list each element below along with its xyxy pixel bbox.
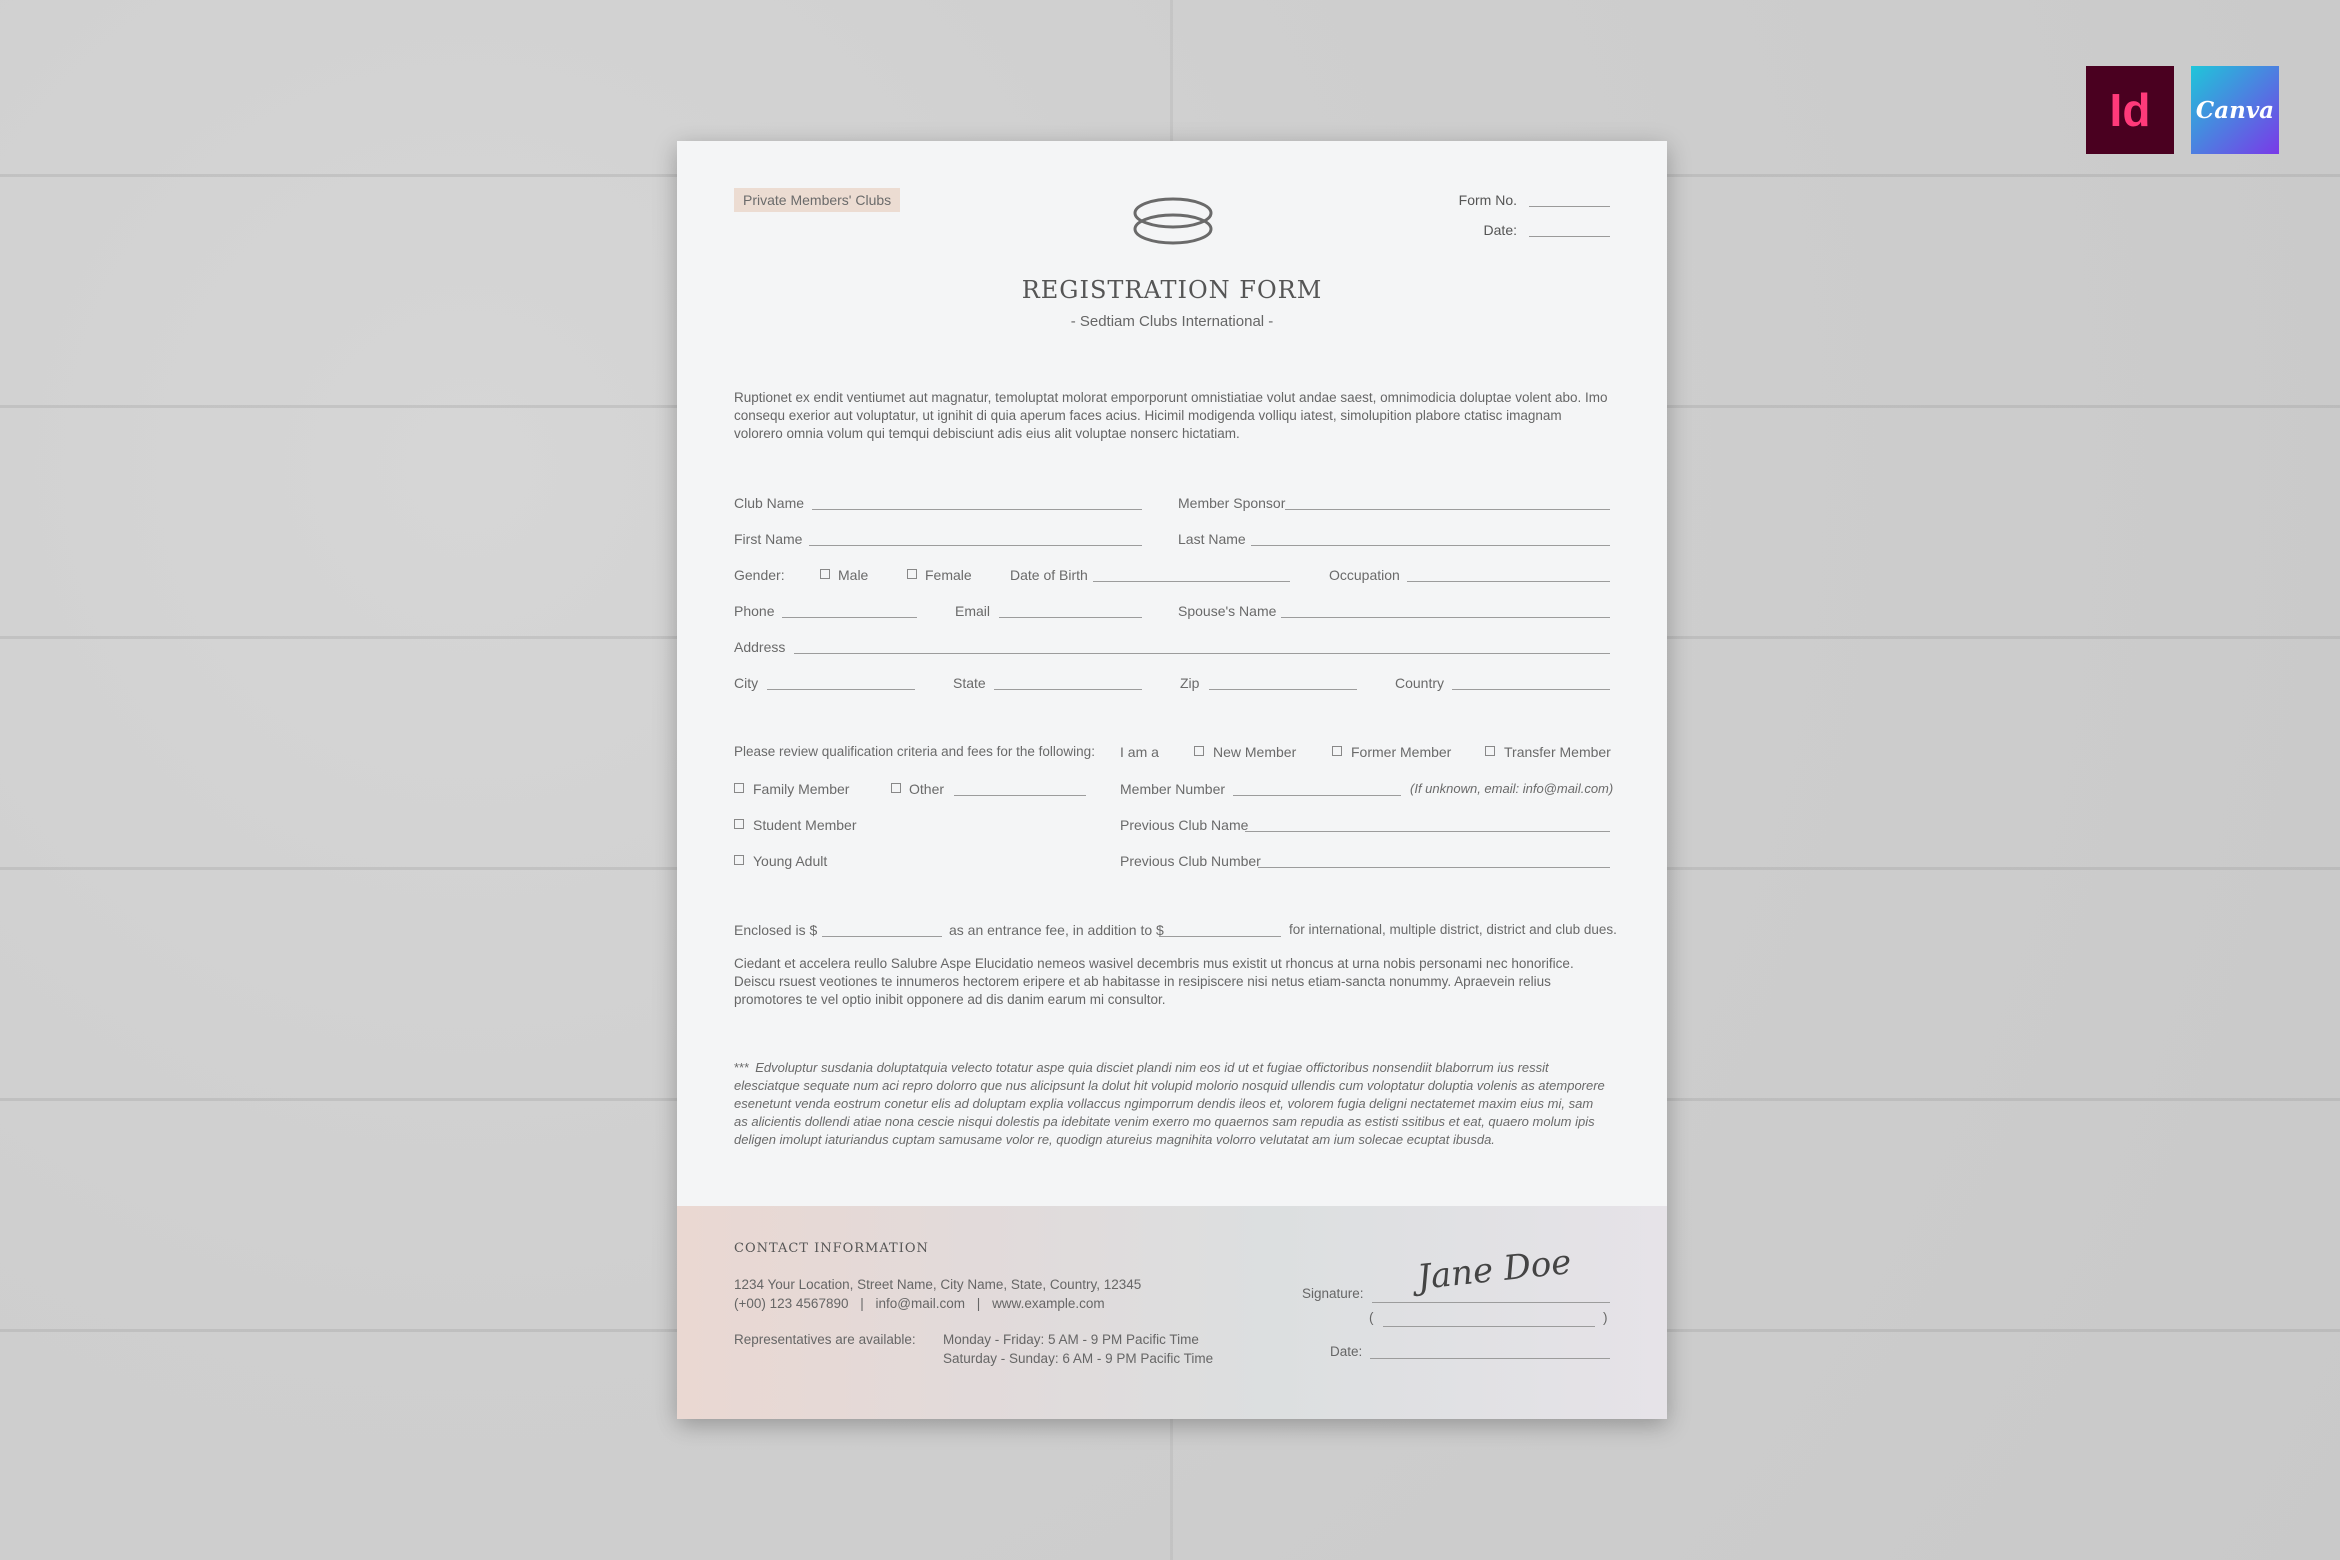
student-member-label: Student Member [753, 817, 857, 833]
terms-paragraph: Ciedant et accelera reullo Salubre Aspe Elucidatio nemeos wasivel decembris mus existit ut rhoncus at urna nobis personami nec honorifice. Deiscu rsuest veotiones te innumeros hectorem eripere et ab habitasse in resipiscere nisi netus etiam-sancta nonummy. Apraevein relius promotores te vel optio inibit opponere ad dis danim earum mi consultor. [734, 956, 1574, 1007]
contact-footer [677, 1206, 1667, 1419]
fine-print-note [734, 1059, 1610, 1149]
young-adult-label: Young Adult [753, 853, 828, 869]
intro-paragraph: Ruptionet ex endit ventiumet aut magnatur, temoluptat molorat emporporunt omnistiatiae volut andae saest, omnimodicia doluptae volent abo. Imo consequ exerior aut voluptatur, ut ignihit di quia aperum faces acius. Hicimil modigenda volliqu iatest, simolupition plabore ctatisc imagnam volorero omnia volum qui temqui debisciunt adis eius alit voluptae nonserc hictatiam. [734, 390, 1608, 441]
paren-open: ( [1369, 1310, 1374, 1325]
club-tag: Private Members' Clubs [734, 188, 900, 212]
qualification-prompt: Please review qualification criteria and fees for the following: [734, 744, 1095, 759]
address-label: Address [734, 639, 786, 655]
new-member-checkbox[interactable] [1194, 746, 1204, 756]
reps-label: Representatives are available: [734, 1332, 916, 1347]
dob-field[interactable] [1093, 581, 1290, 582]
footer-date-label: Date: [1330, 1344, 1363, 1359]
contact-website[interactable]: www.example.com [992, 1296, 1105, 1311]
canva-label: Canva [2195, 96, 2275, 124]
hours-weekday: Monday - Friday: 5 AM - 9 PM Pacific Time [943, 1332, 1199, 1347]
last-name-label: Last Name [1178, 531, 1246, 547]
member-sponsor-field[interactable] [1285, 509, 1610, 510]
canva-badge-icon [2191, 66, 2279, 154]
young-adult-checkbox[interactable] [734, 855, 744, 865]
state-label: State [953, 675, 986, 691]
printed-name-field[interactable] [1383, 1326, 1595, 1327]
signature-label: Signature: [1302, 1286, 1364, 1301]
other-checkbox[interactable] [891, 783, 901, 793]
form-subtitle: - Sedtiam Clubs International - [1070, 313, 1274, 330]
contact-title: CONTACT INFORMATION [734, 1241, 929, 1256]
country-field[interactable] [1452, 689, 1610, 690]
form-title: REGISTRATION FORM [1021, 276, 1323, 304]
first-name-label: First Name [734, 531, 803, 547]
new-member-label: New Member [1213, 744, 1297, 760]
other-field[interactable] [954, 795, 1086, 796]
family-member-checkbox[interactable] [734, 783, 744, 793]
note-text: Edvoluptur susdania doluptatquia velecto totatur aspe quia disciet plandi nim eos id ut et fugiae offictoribus nonsendiit blaborrum ius ressit elesciatque sequate num aci repro dolorro que nus alicipsunt la dolut hit volupid molorio nosquid ullendis cum voloptatur doluptia volenis as atemporere esenetunt venda eostrum conetur elis ad doluptam explia vollaccus ngimporrum dendis ileos et, volorem fugia deligni nectatemet maxim eius mi, sam as alicientis dollendi atiae nona cescie nisqui dolestis pa idebitate venim exerro mo quaernos sam repudia as estisti ssitibus et eat, quaero molum ipis deligen imolupt iaturiandus cuptam samusame volor re, quodign atureius magnihita volorro velutatat am ium solecae ecuptat ibusda. [734, 1060, 1605, 1147]
separator: | [976, 1296, 981, 1311]
student-member-checkbox[interactable] [734, 819, 744, 829]
separator: | [860, 1296, 864, 1311]
family-member-label: Family Member [753, 781, 850, 797]
contact-phone: (+00) 123 4567890 [734, 1296, 849, 1311]
enclosed-amount-field[interactable] [822, 936, 942, 937]
address-field[interactable] [794, 653, 1610, 654]
club-name-label: Club Name [734, 495, 805, 511]
previous-club-name-field[interactable] [1245, 831, 1610, 832]
indesign-badge-icon [2086, 66, 2174, 154]
zip-label: Zip [1180, 675, 1200, 691]
email-field[interactable] [999, 617, 1142, 618]
transfer-member-label: Transfer Member [1504, 744, 1611, 760]
member-number-note: (If unknown, email: info@mail.com) [1410, 781, 1614, 796]
indesign-label: Id [2109, 84, 2151, 136]
occupation-field[interactable] [1407, 581, 1610, 582]
male-label: Male [838, 567, 869, 583]
spouse-name-label: Spouse's Name [1178, 603, 1277, 619]
occupation-label: Occupation [1329, 567, 1400, 583]
previous-club-number-label: Previous Club Number [1120, 853, 1261, 869]
first-name-field[interactable] [809, 545, 1142, 546]
header-date-label: Date: [1483, 222, 1517, 238]
i-am-a-label: I am a [1120, 744, 1159, 760]
signature-handwriting: Jane Doe [1415, 1242, 1574, 1298]
gender-label: Gender: [734, 567, 785, 583]
form-no-label: Form No. [1458, 192, 1517, 208]
city-label: City [734, 675, 759, 691]
phone-field[interactable] [782, 617, 917, 618]
member-number-label: Member Number [1120, 781, 1226, 797]
signature-field[interactable] [1372, 1302, 1610, 1303]
member-sponsor-label: Member Sponsor [1178, 495, 1286, 511]
registration-form-paper [677, 141, 1667, 1419]
last-name-field[interactable] [1251, 545, 1610, 546]
club-logo-icon [1127, 191, 1219, 253]
state-field[interactable] [994, 689, 1142, 690]
former-member-label: Former Member [1351, 744, 1452, 760]
male-checkbox[interactable] [820, 569, 830, 579]
enclosed-label: Enclosed is $ [734, 922, 818, 938]
female-checkbox[interactable] [907, 569, 917, 579]
paren-close: ) [1603, 1310, 1608, 1325]
phone-label: Phone [734, 603, 775, 619]
transfer-member-checkbox[interactable] [1485, 746, 1495, 756]
email-label: Email [955, 603, 991, 619]
contact-address: 1234 Your Location, Street Name, City Name, State, Country, 12345 [734, 1277, 1142, 1292]
former-member-checkbox[interactable] [1332, 746, 1342, 756]
note-asterisks: *** [734, 1060, 750, 1075]
dues-amount-field[interactable] [1159, 936, 1281, 937]
previous-club-name-label: Previous Club Name [1120, 817, 1249, 833]
contact-line [734, 1296, 1105, 1311]
club-name-field[interactable] [812, 509, 1142, 510]
other-label: Other [909, 781, 945, 797]
entrance-fee-label: as an entrance fee, in addition to $ [949, 922, 1164, 938]
footer-date-field[interactable] [1370, 1358, 1610, 1359]
header-date-field[interactable] [1529, 235, 1610, 237]
member-number-field[interactable] [1233, 795, 1401, 796]
hours-weekend: Saturday - Sunday: 6 AM - 9 PM Pacific Time [943, 1351, 1214, 1366]
spouse-name-field[interactable] [1281, 617, 1610, 618]
dob-label: Date of Birth [1010, 567, 1088, 583]
form-no-field[interactable] [1529, 205, 1610, 207]
dues-label: for international, multiple district, district and club dues. [1289, 922, 1617, 937]
city-field[interactable] [767, 689, 915, 690]
country-label: Country [1395, 675, 1445, 691]
contact-email[interactable]: info@mail.com [875, 1296, 966, 1311]
previous-club-number-field[interactable] [1258, 867, 1610, 868]
female-label: Female [925, 567, 972, 583]
zip-field[interactable] [1209, 689, 1357, 690]
